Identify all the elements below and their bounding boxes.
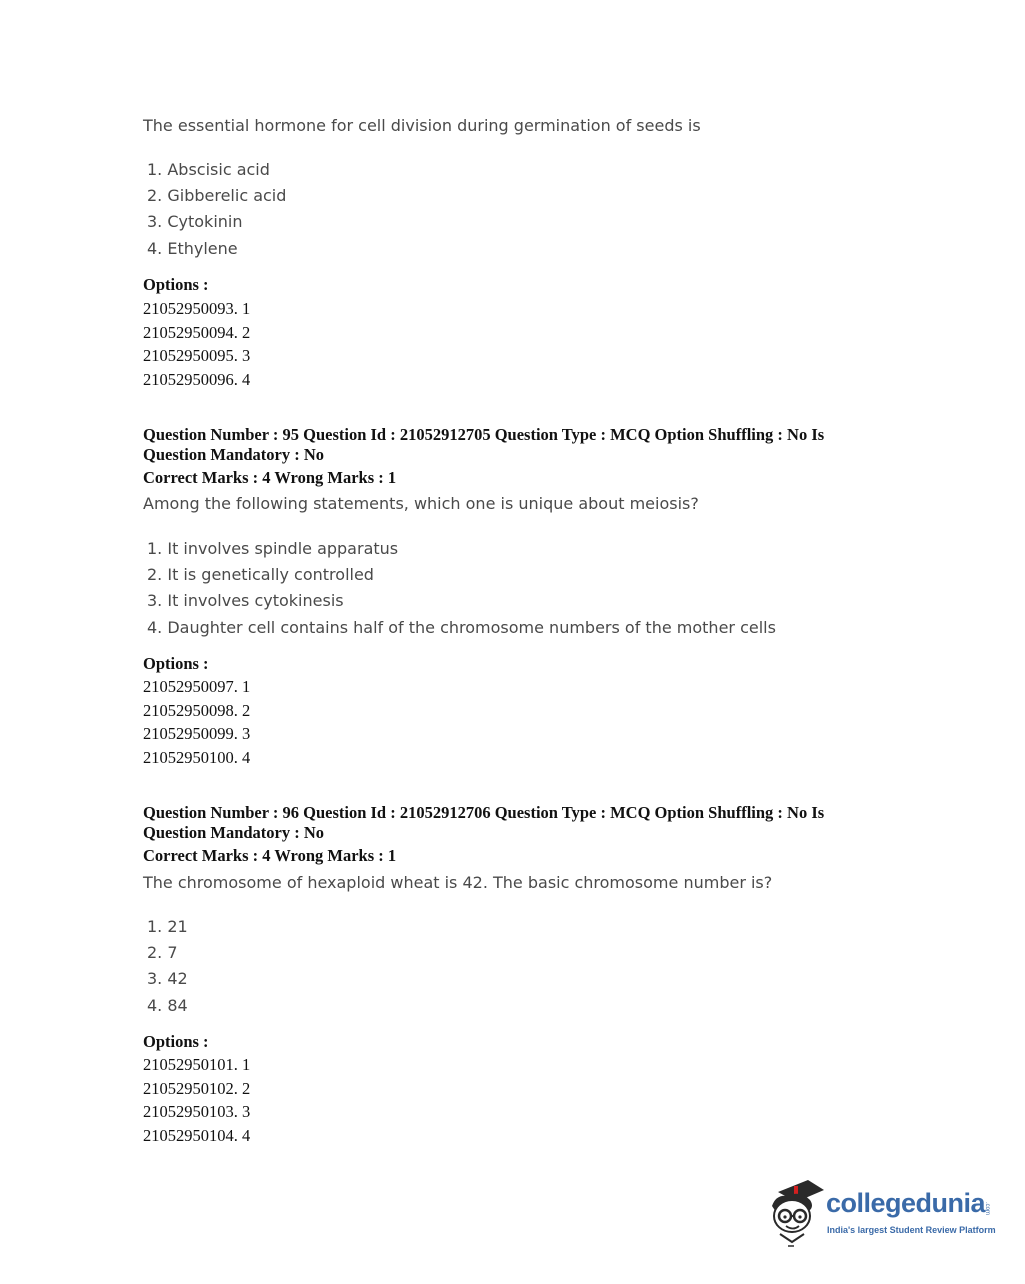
answer-choices — [147, 914, 188, 1019]
options-list — [143, 675, 250, 770]
options-heading: Options : — [143, 275, 209, 294]
choice-item: 3. It involves cytokinesis — [147, 591, 344, 611]
choice-item: 2. It is genetically controlled — [147, 565, 374, 585]
option-id: 21052950094. 2 — [143, 322, 251, 342]
brand-tagline: India's largest Student Review Platform — [827, 1225, 996, 1235]
marks-info: Correct Marks : 4 Wrong Marks : 1 — [143, 846, 397, 865]
choice-item: 3. Cytokinin — [147, 212, 243, 232]
option-id: 21052950099. 3 — [143, 724, 251, 744]
student-mascot-icon — [766, 1176, 826, 1248]
choice-item: 4. 84 — [147, 995, 188, 1015]
brand-name: collegedunia — [826, 1188, 986, 1218]
choice-item: 4. Ethylene — [147, 238, 238, 258]
choice-item: 2. Gibberelic acid — [147, 186, 287, 206]
option-id: 21052950095. 3 — [143, 346, 251, 366]
collegedunia-logo — [766, 1176, 996, 1250]
question-text: The chromosome of hexaploid wheat is 42. The basic chromosome number is? — [143, 873, 773, 892]
question-text: Among the following statements, which one is unique about meiosis? — [143, 494, 699, 513]
option-id: 21052950096. 4 — [143, 370, 251, 390]
option-id: 21052950098. 2 — [143, 700, 251, 720]
option-id: 21052950097. 1 — [143, 677, 251, 696]
option-id: 21052950101. 1 — [143, 1055, 251, 1074]
option-id: 21052950100. 4 — [143, 748, 251, 768]
answer-choices — [147, 536, 776, 641]
question-text: The essential hormone for cell division during germination of seeds is — [143, 116, 701, 135]
option-id: 21052950093. 1 — [143, 299, 251, 318]
options-heading: Options : — [143, 1032, 209, 1051]
choice-item: 1. It involves spindle apparatus — [147, 539, 399, 558]
choice-item: 1. 21 — [147, 917, 188, 936]
choice-item: 3. 42 — [147, 969, 188, 989]
brand-suffix: .com — [984, 1202, 990, 1216]
marks-info: Correct Marks : 4 Wrong Marks : 1 — [143, 468, 397, 487]
answer-choices — [147, 157, 286, 262]
choice-item: 1. Abscisic acid — [147, 160, 270, 179]
choice-item: 2. 7 — [147, 943, 178, 963]
options-list — [143, 297, 250, 392]
choice-item: 4. Daughter cell contains half of the chromosome numbers of the mother cells — [147, 617, 776, 637]
options-heading: Options : — [143, 654, 209, 673]
option-id: 21052950102. 2 — [143, 1078, 251, 1098]
option-id: 21052950104. 4 — [143, 1126, 251, 1146]
question-header: Question Number : 96 Question Id : 21052912706 Question Type : MCQ Option Shuffling : No Is Question Mandatory : No — [143, 803, 825, 842]
option-id: 21052950103. 3 — [143, 1102, 251, 1122]
question-header: Question Number : 95 Question Id : 21052912705 Question Type : MCQ Option Shuffling : No Is Question Mandatory : No — [143, 425, 825, 464]
options-list — [143, 1053, 250, 1148]
